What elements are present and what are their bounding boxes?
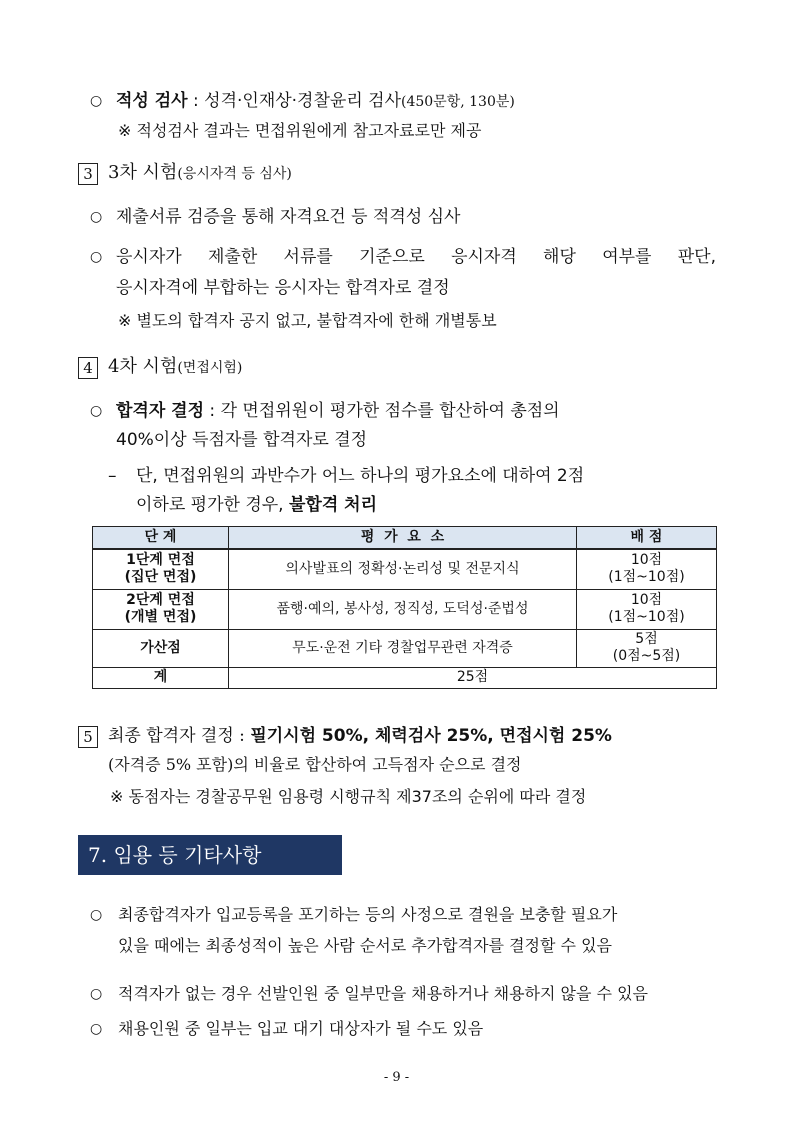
section-3-title-text: 3차 시험 — [108, 162, 178, 183]
table-header-stage: 단 계 — [93, 527, 229, 550]
section-5-line-2: (자격증 5% 포함)의 비율로 합산하여 고득점자 순으로 결정 — [108, 755, 522, 774]
section-4-bullet-1 — [116, 400, 560, 422]
section-4-dash-line-2 — [136, 494, 377, 516]
section-5-note: ※ 동점자는 경찰공무원 임용령 시행규칙 제37조의 순위에 따라 결정 — [110, 787, 587, 806]
table-cell-stage: 2단계 면접 (개별 면접) — [93, 589, 229, 629]
section-4-bullet-1-rest: : 각 면접위원이 평가한 점수를 합산하여 총점의 — [204, 401, 560, 421]
section-7-bullet-3: 채용인원 중 일부는 입교 대기 대상자가 될 수도 있음 — [118, 1019, 484, 1038]
section-4-bullet-1-line-2: 40%이상 득점자를 합격자로 결정 — [116, 430, 368, 450]
table-cell-stage: 1단계 면접 (집단 면접) — [93, 549, 229, 589]
bullet-icon: ○ — [90, 907, 103, 923]
table-total-label: 계 — [93, 667, 229, 688]
section-3-bullet-2-line-2: 응시자격에 부합하는 응시자는 합격자로 결정 — [116, 278, 450, 298]
section-7-header: 7. 임용 등 기타사항 — [78, 835, 342, 875]
dash-icon: – — [108, 466, 117, 486]
section-5-title: 최종 합격자 결정 — [108, 726, 234, 746]
table-cell-element: 무도·운전 기타 경찰업무관련 자격증 — [229, 629, 577, 667]
aptitude-line — [116, 90, 515, 113]
bullet-icon: ○ — [90, 986, 103, 1002]
bullet-icon: ○ — [90, 209, 103, 225]
table-cell-score: 10점 (1점~10점) — [577, 589, 717, 629]
section-3-note: ※ 별도의 합격자 공지 없고, 불합격자에 한해 개별통보 — [118, 311, 497, 330]
section-3-subtitle: (응시자격 등 심사) — [177, 166, 292, 182]
section-4-dash-line-1: 단, 면접위원의 과반수가 어느 하나의 평가요소에 대하여 2점 — [136, 466, 585, 486]
section-4-title-text: 4차 시험 — [108, 356, 178, 377]
section-4-bullet-1-bold: 합격자 결정 — [116, 401, 205, 421]
aptitude-desc: : 성격·인재상·경찰윤리 검사 — [187, 91, 401, 111]
table-total-value: 25점 — [229, 667, 717, 688]
table-row — [93, 549, 717, 589]
aptitude-paren: (450문항, 130분) — [401, 94, 515, 110]
section-3-title — [108, 162, 292, 185]
section-5-line-1 — [108, 725, 612, 747]
table-cell-score: 5점 (0점~5점) — [577, 629, 717, 667]
evaluation-table — [92, 526, 717, 689]
section-3-bullet-2-line-1: 응시자가 제출한 서류를 기준으로 응시자격 해당 여부를 판단, — [116, 247, 716, 267]
aptitude-title: 적성 검사 — [116, 91, 188, 111]
table-total-row — [93, 667, 717, 688]
bullet-icon: ○ — [90, 249, 103, 265]
section-3-bullet-1: 제출서류 검증을 통해 자격요건 등 적격성 심사 — [116, 207, 461, 227]
section-5-bold: 필기시험 50%, 체력검사 25%, 면접시험 25% — [250, 726, 612, 746]
section-4-number: 4 — [78, 357, 98, 379]
table-cell-element: 품행·예의, 봉사성, 정직성, 도덕성·준법성 — [229, 589, 577, 629]
section-7-bullet-1-line-1: 최종합격자가 입교등록을 포기하는 등의 사정으로 결원을 보충할 필요가 — [118, 905, 618, 924]
section-7-bullet-2: 적격자가 없는 경우 선발인원 중 일부만을 채용하거나 채용하지 않을 수 있음 — [118, 984, 648, 1003]
table-cell-stage: 가산점 — [93, 629, 229, 667]
table-header-row — [93, 527, 717, 550]
table-row — [93, 589, 717, 629]
section-5-colon: : — [233, 726, 251, 746]
aptitude-note: ※ 적성검사 결과는 면접위원에게 참고자료로만 제공 — [118, 121, 482, 140]
bullet-icon: ○ — [90, 1021, 103, 1037]
table-cell-element: 의사발표의 정확성·논리성 및 전문지식 — [229, 549, 577, 589]
page-number: - 9 - — [383, 1070, 410, 1085]
section-3-number: 3 — [78, 163, 98, 185]
table-header-score: 배 점 — [577, 527, 717, 550]
bullet-icon: ○ — [90, 403, 103, 419]
section-4-dash-line-2-text: 이하로 평가한 경우, — [136, 495, 289, 515]
section-4-subtitle: (면접시험) — [177, 360, 243, 376]
section-4-title — [108, 356, 242, 379]
table-row — [93, 629, 717, 667]
section-4-dash-bold: 불합격 처리 — [289, 495, 378, 515]
bullet-icon: ○ — [90, 93, 103, 109]
section-5-number: 5 — [78, 726, 98, 748]
table-header-element: 평 가 요 소 — [229, 527, 577, 550]
section-7-bullet-1-line-2: 있을 때에는 최종성적이 높은 사람 순서로 추가합격자를 결정할 수 있음 — [118, 936, 612, 955]
table-cell-score: 10점 (1점~10점) — [577, 549, 717, 589]
